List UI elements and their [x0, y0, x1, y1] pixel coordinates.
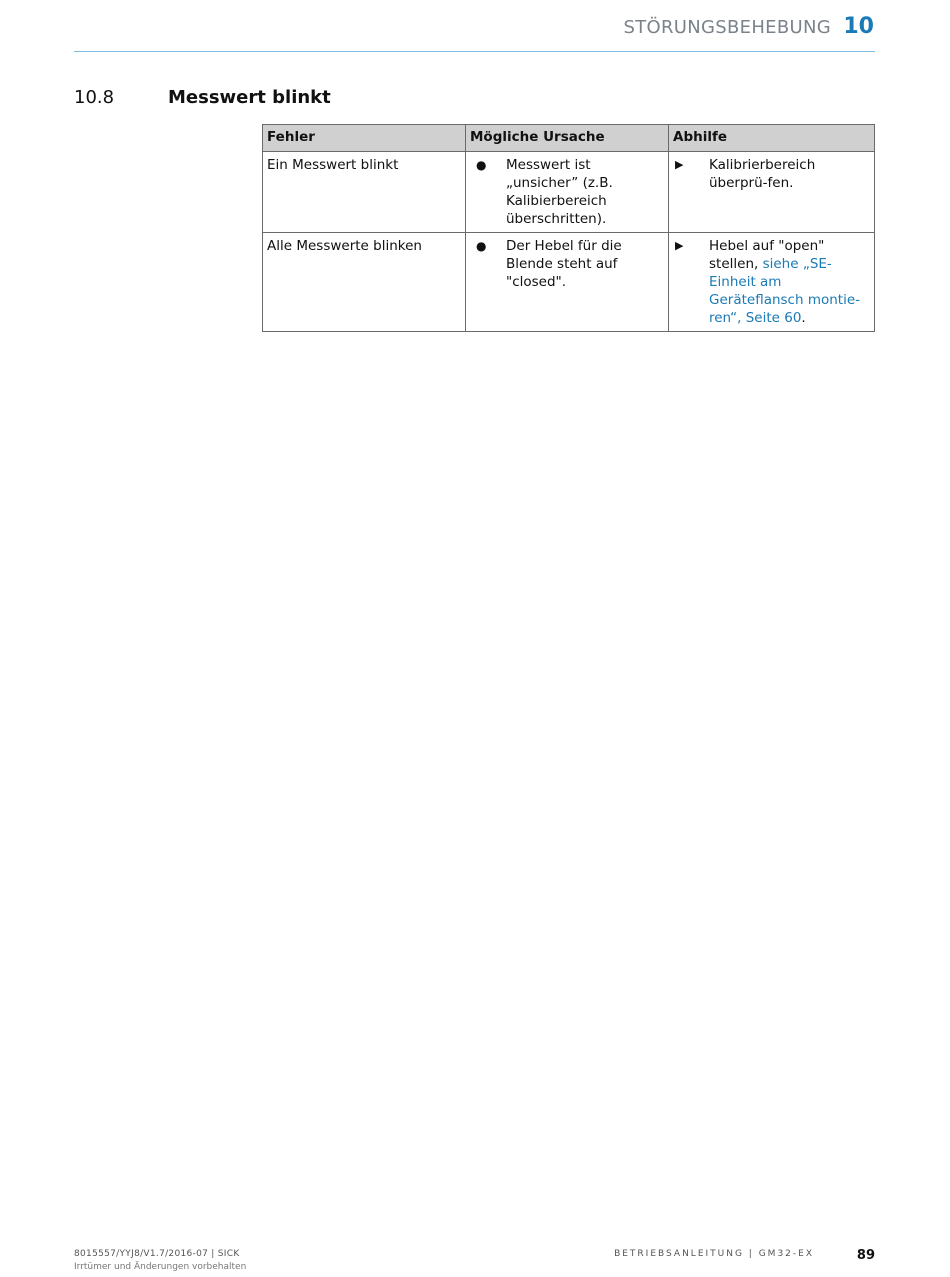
column-header-fehler: Fehler — [263, 125, 466, 152]
ursache-text: Der Hebel für die Blende steht auf "closed". — [506, 238, 622, 290]
column-header-abhilfe: Abhilfe — [669, 125, 875, 152]
abhilfe-item — [673, 237, 870, 327]
table-header-row — [263, 125, 875, 152]
error-table — [262, 124, 875, 332]
cross-reference-link[interactable]: siehe „SE- Einheit am Geräteflansch montie-ren“, Seite 60 — [709, 256, 861, 326]
column-header-ursache: Mögliche Ursache — [466, 125, 669, 152]
ursache-item — [470, 156, 664, 228]
abhilfe-text: Hebel auf "open" stellen, — [709, 238, 825, 272]
ursache-item — [470, 237, 664, 291]
section-number: 10.8 — [74, 87, 115, 108]
footer-doc-id: 8015557/YYJ8/V1.7/2016-07 | SICK — [74, 1249, 240, 1259]
bullet-icon: ● — [476, 158, 487, 172]
ursache-cell — [466, 233, 669, 332]
ursache-text: Messwert ist „unsicher” (z.B. Kalibierbereich überschritten). — [506, 157, 613, 227]
ursache-cell — [466, 152, 669, 233]
header-rule — [74, 51, 875, 52]
fehler-cell: Ein Messwert blinkt — [263, 152, 466, 233]
chapter-number: 10 — [843, 14, 874, 39]
page-number: 89 — [856, 1248, 875, 1263]
abhilfe-item — [673, 156, 870, 192]
abhilfe-cell — [669, 152, 875, 233]
footer-doc-type: BETRIEBSANLEITUNG | GM32-EX — [614, 1249, 814, 1259]
table-row — [263, 233, 875, 332]
chapter-title: STÖRUNGSBEHEBUNG — [623, 17, 831, 38]
abhilfe-suffix: . — [801, 310, 806, 326]
section-title: Messwert blinkt — [168, 87, 331, 108]
table-row — [263, 152, 875, 233]
abhilfe-text: Kalibrierbereich überprü-fen. — [709, 157, 816, 191]
fehler-cell: Alle Messwerte blinken — [263, 233, 466, 332]
abhilfe-cell — [669, 233, 875, 332]
bullet-icon: ● — [476, 239, 487, 253]
arrow-right-icon: ▶ — [675, 158, 684, 171]
footer-disclaimer: Irrtümer und Änderungen vorbehalten — [74, 1262, 247, 1272]
arrow-right-icon: ▶ — [675, 239, 684, 252]
